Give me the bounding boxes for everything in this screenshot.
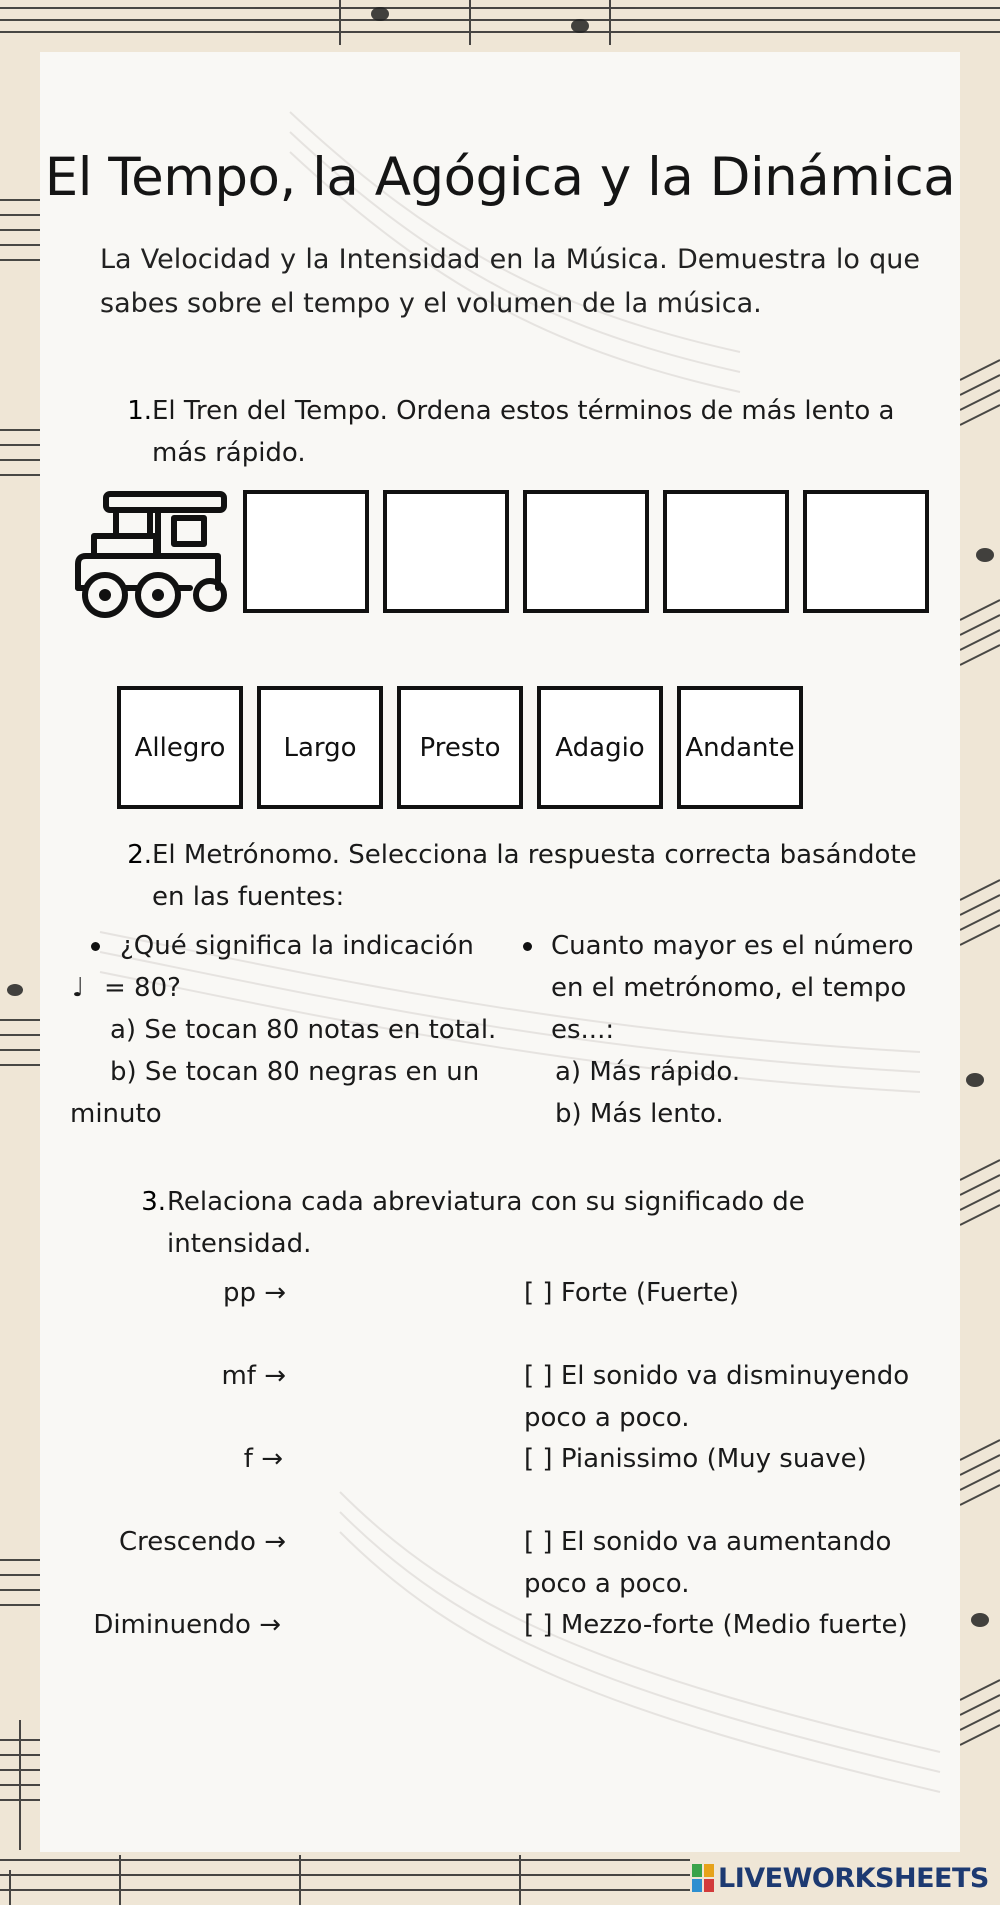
q2-number: 2. xyxy=(127,840,152,870)
meaning-2[interactable]: [ ] El sonido va disminuyendo xyxy=(524,1361,910,1391)
q3-text-line2: intensidad. xyxy=(167,1229,312,1259)
word-card-presto[interactable]: Presto xyxy=(397,686,523,809)
q1-text-line1: El Tren del Tempo. Ordena estos términos de más lento a xyxy=(152,396,895,426)
q2-left-option-b[interactable]: b) Se tocan 80 negras en un xyxy=(110,1057,480,1087)
q2-right-line1: Cuanto mayor es el número xyxy=(551,931,914,961)
q1-text-line2: más rápido. xyxy=(152,438,306,468)
q2-right-option-a[interactable]: a) Más rápido. xyxy=(555,1057,741,1087)
bullet-dot xyxy=(91,942,100,951)
q3-number: 3. xyxy=(141,1187,166,1217)
meaning-3[interactable]: [ ] Pianissimo (Muy suave) xyxy=(524,1444,867,1474)
answer-box-5[interactable] xyxy=(803,490,929,613)
term-crescendo[interactable]: Crescendo → xyxy=(118,1527,286,1557)
meaning-5[interactable]: [ ] Mezzo-forte (Medio fuerte) xyxy=(524,1610,908,1640)
intro-text: La Velocidad y la Intensidad en la Música. Demuestra lo que sabes sobre el tempo y el volumen de la música. xyxy=(100,244,920,319)
term-diminuendo[interactable]: Diminuendo → xyxy=(93,1610,281,1640)
liveworksheets-logo[interactable] xyxy=(692,1862,989,1894)
q2-right-line3: es...: xyxy=(551,1015,615,1045)
answer-box-3[interactable] xyxy=(523,490,649,613)
q2-text-line1: El Metrónomo. Selecciona la respuesta correcta basándote xyxy=(152,840,917,870)
q2-left-question: ¿Qué significa la indicación xyxy=(120,931,474,961)
bullet-dot xyxy=(523,942,532,951)
q2-right-line2: en el metrónomo, el tempo xyxy=(551,973,907,1003)
term-f[interactable]: f → xyxy=(243,1444,283,1474)
q2-right-option-b[interactable]: b) Más lento. xyxy=(555,1099,724,1129)
quarter-note-icon: ♩ xyxy=(72,973,85,1003)
page-title: El Tempo, la Agógica y la Dinámica xyxy=(44,147,956,208)
brand-name: LIVEWORKSHEETS xyxy=(718,1862,989,1894)
answer-box-4[interactable] xyxy=(663,490,789,613)
q3-text-line1: Relaciona cada abreviatura con su significado de xyxy=(167,1187,805,1217)
q2-left-option-a[interactable]: a) Se tocan 80 notas en total. xyxy=(110,1015,497,1045)
meaning-1[interactable]: [ ] Forte (Fuerte) xyxy=(524,1278,740,1308)
q2-left-equals: = 80? xyxy=(104,973,181,1003)
term-pp[interactable]: pp → xyxy=(222,1278,286,1308)
q2-text-line2: en las fuentes: xyxy=(152,882,345,912)
word-card-allegro[interactable]: Allegro xyxy=(117,686,243,809)
answer-box-2[interactable] xyxy=(383,490,509,613)
word-card-andante[interactable]: Andante xyxy=(677,686,803,809)
meaning-2-cont: poco a poco. xyxy=(524,1403,690,1433)
term-mf[interactable]: mf → xyxy=(221,1361,286,1391)
word-card-largo[interactable]: Largo xyxy=(257,686,383,809)
brand-logo-icon xyxy=(692,1864,714,1892)
answer-box-1[interactable] xyxy=(243,490,369,613)
word-card-adagio[interactable]: Adagio xyxy=(537,686,663,809)
train-icon xyxy=(70,488,230,623)
meaning-4-cont: poco a poco. xyxy=(524,1569,690,1599)
meaning-4[interactable]: [ ] El sonido va aumentando xyxy=(524,1527,892,1557)
q2-left-option-b-cont: minuto xyxy=(70,1099,162,1129)
q1-number: 1. xyxy=(127,396,152,426)
